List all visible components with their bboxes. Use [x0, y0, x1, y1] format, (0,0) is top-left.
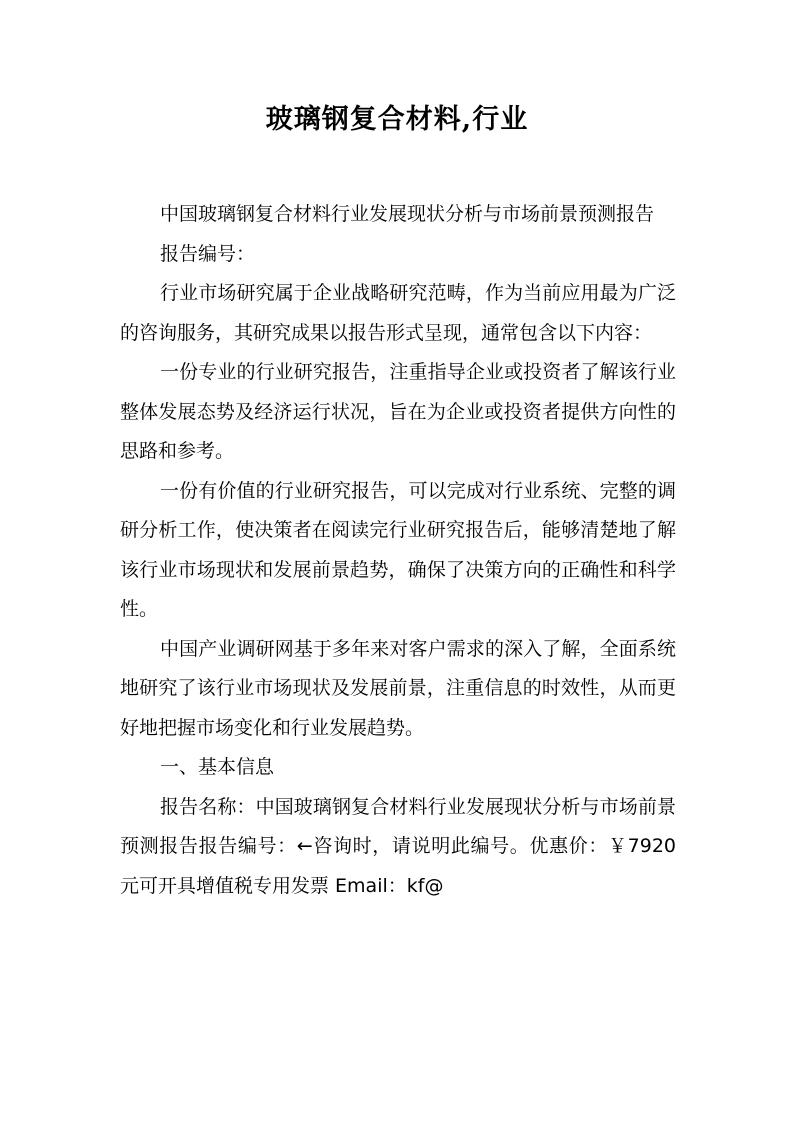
- intro-paragraph: 行业市场研究属于企业战略研究范畴，作为当前应用最为广泛的咨询服务，其研究成果以报告形式呈现，通常包含以下内容：: [120, 282, 676, 344]
- professional-report-paragraph: 一份专业的行业研究报告，注重指导企业或投资者了解该行业整体发展态势及经济运行状况，旨在为企业或投资者提供方向性的思路和参考。: [120, 361, 676, 462]
- valuable-report-paragraph: 一份有价值的行业研究报告，可以完成对行业系统、完整的调研分析工作，使决策者在阅读完行业研究报告后，能够清楚地了解该行业市场现状和发展前景趋势，确保了决策方向的正确性和科学性。: [120, 479, 676, 620]
- document-title: 玻璃钢复合材料,行业: [265, 104, 529, 135]
- company-paragraph: 中国产业调研网基于多年来对客户需求的深入了解，全面系统地研究了该行业市场现状及发展前景，注重信息的时效性，从而更好地把握市场变化和行业发展趋势。: [120, 637, 676, 739]
- report-title-paragraph: 中国玻璃钢复合材料行业发展现状分析与市场前景预测报告: [160, 203, 655, 225]
- document-body: [120, 195, 676, 906]
- section-heading-basic-info: 一、基本信息: [160, 756, 275, 778]
- report-info-paragraph: 报告名称：中国玻璃钢复合材料行业发展现状分析与市场前景预测报告报告编号：←咨询时，请说明此编号。优惠价：￥7920元可开具增值税专用发票 Email：kf@: [120, 795, 676, 897]
- report-number-paragraph: 报告编号：: [160, 242, 256, 265]
